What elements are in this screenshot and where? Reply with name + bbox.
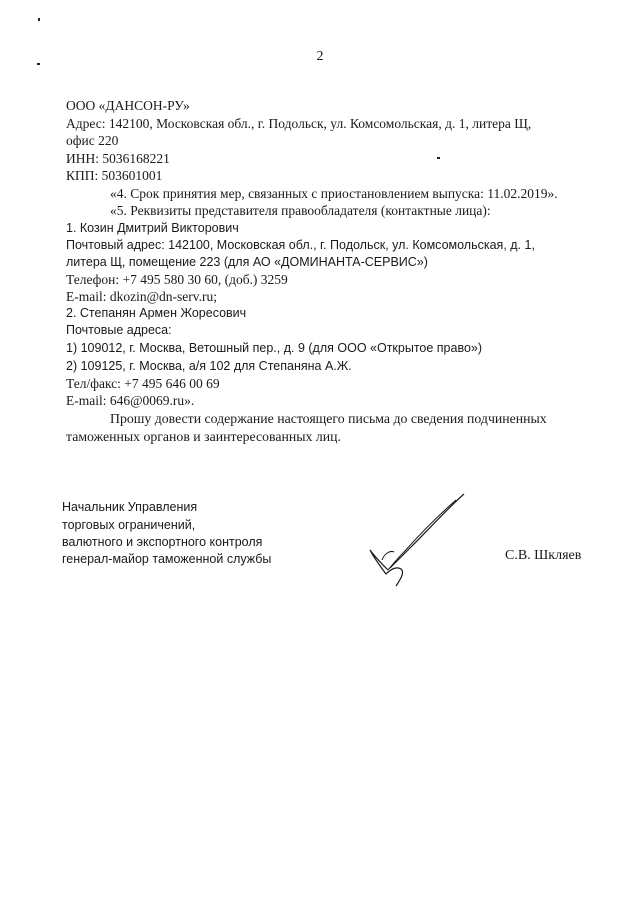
company-inn: ИНН: 5036168221 (66, 151, 170, 166)
company-kpp: КПП: 503601001 (66, 168, 163, 183)
company-address-line-1: Адрес: 142100, Московская обл., г. Подольск, ул. Комсомольская, д. 1, литера Щ, (66, 116, 532, 131)
signatory-name: С.В. Шкляев (505, 548, 582, 563)
item-5-heading: «5. Реквизиты представителя правообладателя (контактные лица): (110, 203, 491, 218)
contact-1-name: 1. Козин Дмитрий Викторович (66, 221, 239, 235)
page-number: 2 (316, 49, 324, 64)
contact-2-phone: Тел/факс: +7 495 646 00 69 (66, 376, 220, 391)
scan-speck (38, 18, 40, 21)
signatory-title-line-4: генерал-майор таможенной службы (62, 552, 272, 566)
contact-2-postal-line-2: 2) 109125, г. Москва, а/я 102 для Степаняна А.Ж. (66, 359, 352, 373)
contact-1-postal-line-2: литера Щ, помещение 223 (для АО «ДОМИНАНТА-СЕРВИС») (66, 255, 428, 269)
item-4-deadline: «4. Срок принятия мер, связанных с приостановлением выпуска: 11.02.2019». (110, 186, 558, 201)
scan-speck (437, 157, 440, 159)
contact-2-name: 2. Степанян Армен Жоресович (66, 306, 247, 320)
request-line-2: таможенных органов и заинтересованных лиц. (66, 429, 341, 444)
signatory-title-line-3: валютного и экспортного контроля (62, 535, 263, 549)
signatory-title-line-1: Начальник Управления (62, 500, 198, 514)
contact-2-postal-label: Почтовые адреса: (66, 323, 172, 337)
contact-1-email: E-mail: dkozin@dn-serv.ru; (66, 289, 218, 304)
request-line-1: Прошу довести содержание настоящего письма до сведения подчиненных (110, 411, 547, 426)
signatory-title-line-2: торговых ограничений, (62, 518, 196, 532)
company-name: ООО «ДАНСОН-РУ» (66, 98, 190, 113)
contact-2-postal-line-1: 1) 109012, г. Москва, Ветошный пер., д. 9 (для ООО «Открытое право») (66, 341, 483, 355)
company-address-line-2: офис 220 (66, 133, 119, 148)
contact-1-phone: Телефон: +7 495 580 30 60, (доб.) 3259 (66, 272, 288, 287)
contact-2-email: E-mail: 646@0069.ru». (66, 393, 195, 408)
contact-1-postal-line-1: Почтовый адрес: 142100, Московская обл., г. Подольск, ул. Комсомольская, д. 1, (66, 238, 535, 252)
handwritten-signature (360, 488, 480, 588)
scan-speck (37, 63, 40, 65)
